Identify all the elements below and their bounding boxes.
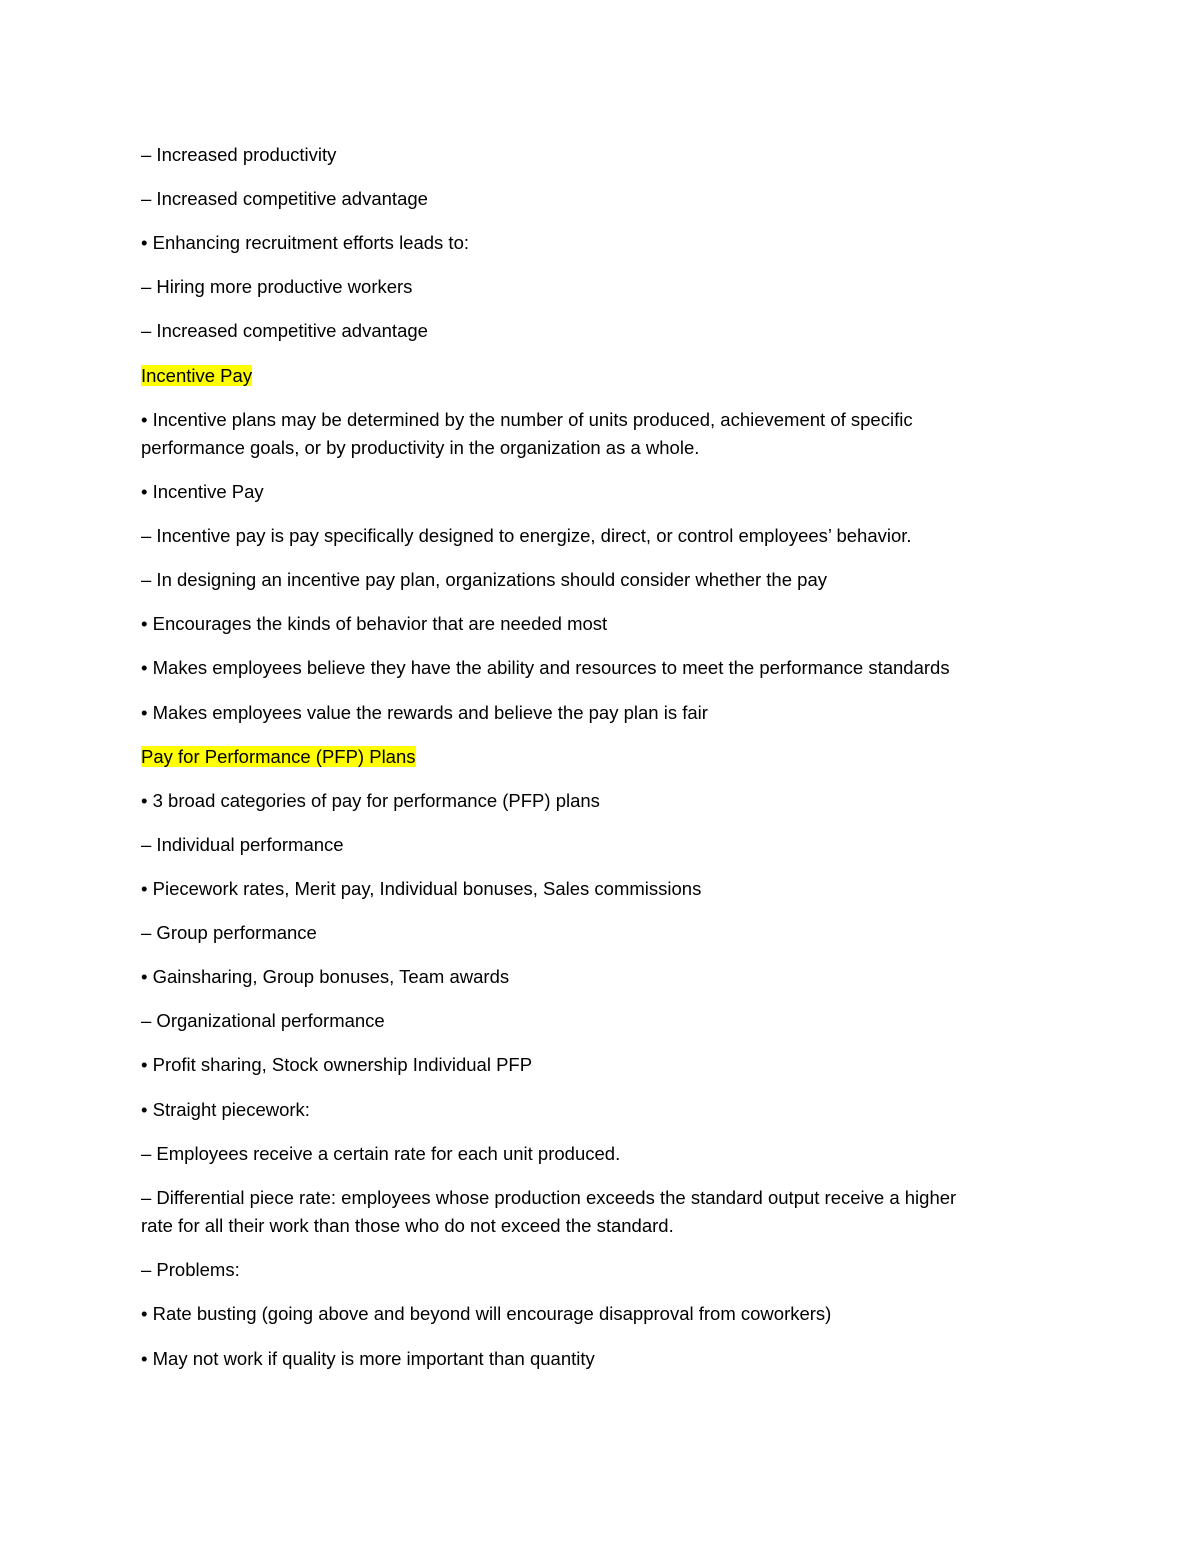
bullet-line-continuation: rate for all their work than those who do not exceed the standard. (141, 1215, 674, 1236)
bullet-line: – Group performance (141, 922, 317, 943)
highlighted-heading: Incentive Pay (141, 365, 253, 386)
bullet-line: • Incentive plans may be determined by the number of units produced, achievement of specific (141, 409, 913, 430)
bullet-line: • Piecework rates, Merit pay, Individual bonuses, Sales commissions (141, 878, 702, 899)
bullet-line: – Increased competitive advantage (141, 320, 428, 341)
bullet-line: • May not work if quality is more important than quantity (141, 1348, 595, 1369)
bullet-line: • Profit sharing, Stock ownership Individual PFP (141, 1054, 533, 1075)
bullet-line: • Straight piecework: (141, 1099, 310, 1120)
bullet-line: • Rate busting (going above and beyond will encourage disapproval from coworkers) (141, 1303, 832, 1324)
bullet-line-continuation: performance goals, or by productivity in the organization as a whole. (141, 437, 700, 458)
highlighted-heading: Pay for Performance (PFP) Plans (141, 746, 416, 767)
bullet-line: – Organizational performance (141, 1010, 385, 1031)
bullet-line: – Increased competitive advantage (141, 188, 428, 209)
bullet-line: • Makes employees believe they have the ability and resources to meet the performance standards (141, 657, 950, 678)
bullet-line: – Hiring more productive workers (141, 276, 413, 297)
bullet-line: • Incentive Pay (141, 481, 264, 502)
bullet-line: – Increased productivity (141, 144, 337, 165)
bullet-line: • Gainsharing, Group bonuses, Team awards (141, 966, 510, 987)
bullet-line: – Problems: (141, 1259, 240, 1280)
bullet-line: – Incentive pay is pay specifically designed to energize, direct, or control employees’ behavior. (141, 525, 912, 546)
bullet-line: – Differential piece rate: employees whose production exceeds the standard output receive a higher (141, 1187, 957, 1208)
bullet-line: • Makes employees value the rewards and believe the pay plan is fair (141, 702, 708, 723)
bullet-line: • Enhancing recruitment efforts leads to: (141, 232, 470, 253)
bullet-line: – Employees receive a certain rate for each unit produced. (141, 1143, 621, 1164)
bullet-line: – In designing an incentive pay plan, organizations should consider whether the pay (141, 569, 827, 590)
bullet-line: • 3 broad categories of pay for performance (PFP) plans (141, 790, 600, 811)
bullet-line: – Individual performance (141, 834, 344, 855)
bullet-line: • Encourages the kinds of behavior that are needed most (141, 613, 608, 634)
section-heading-pfp-plans (141, 743, 1041, 771)
section-heading-incentive-pay (141, 362, 1041, 390)
